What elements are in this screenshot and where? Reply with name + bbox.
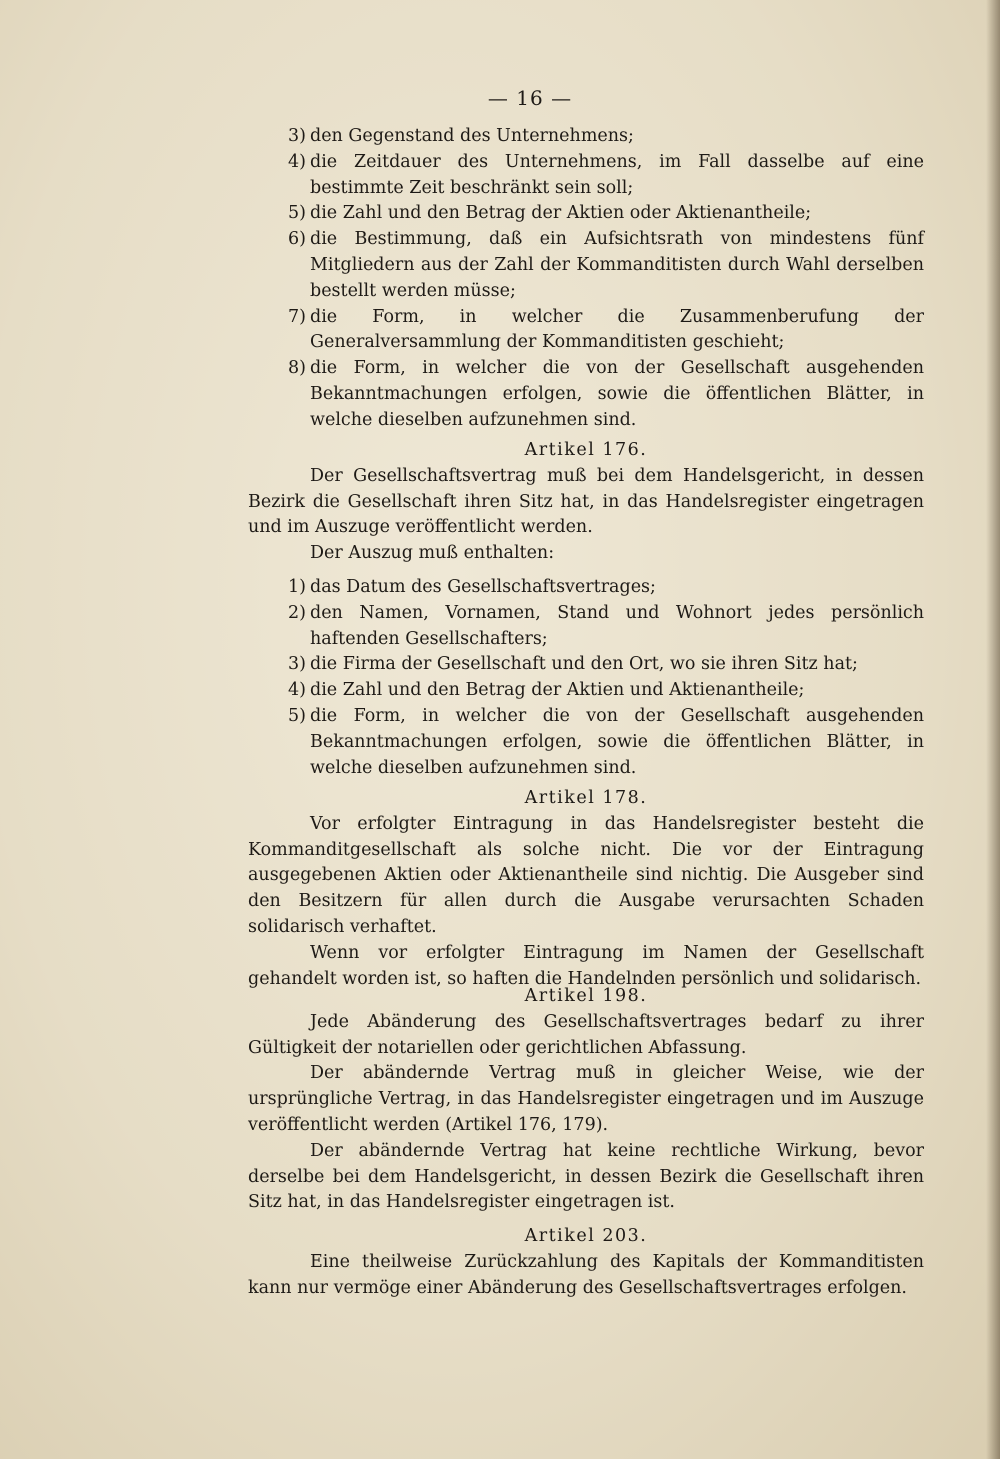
paragraph: Eine theilweise Zurückzahlung des Kapitals der Kommanditisten kann nur vermöge einer Abänderung des Gesellschaftsvertrages erfolgen. (248, 1251, 924, 1298)
list-item: 4) die Zahl und den Betrag der Aktien und Aktienantheile; (288, 680, 805, 701)
list-item: 6) die Bestimmung, daß ein Aufsichtsrath von mindestens fünf Mitgliedern aus der Zahl der Kommanditisten durch Wahl derselben bestellt werden müsse; (288, 229, 924, 301)
list-item: 3) die Firma der Gesellschaft und den Ort, wo sie ihren Sitz hat; (288, 654, 858, 675)
paragraph: Vor erfolgter Eintragung in das Handelsregister besteht die Kommanditgesellschaft als solche nicht. Die vor der Eintragung ausgegebenen Aktien oder Aktienantheile sind nichtig. Die Ausgeber sind den Besitzern für allen durch die Ausgabe verursachten Schaden solidarisch verhaftet. (248, 813, 924, 937)
list-b (248, 575, 924, 781)
list-item: 5) die Form, in welcher die von der Gesellschaft ausgehenden Bekanntmachungen erfolgen, sowie die öffentlichen Blätter, in welche dieselben aufzunehmen sind. (288, 705, 924, 778)
list-item: 4) die Zeitdauer des Unternehmens, im Fall dasselbe auf eine bestimmte Zeit beschränkt sein soll; (288, 151, 924, 198)
list-a (248, 124, 924, 434)
paragraph: Der Gesellschaftsvertrag muß bei dem Handelsgericht, in dessen Bezirk die Gesellschaft ihren Sitz hat, in das Handelsregister eingetragen und im Auszuge veröffentlicht werden. (248, 465, 924, 538)
section-176 (248, 438, 924, 567)
paragraph: Der abändernde Vertrag muß in gleicher Weise, wie der ursprüngliche Vertrag, in das Handelsregister eingetragen und im Auszuge veröffentlicht werden (Artikel 176, 179). (248, 1063, 924, 1135)
list-item: 3) den Gegenstand des Unternehmens; (288, 126, 634, 146)
paragraph: Wenn vor erfolgter Eintragung im Namen der Gesellschaft gehandelt worden ist, so haften die Handelnden persönlich und solidarisch. (248, 942, 924, 989)
list-item: 8) die Form, in welcher die von der Gesellschaft ausgehenden Bekanntmachungen erfolgen, sowie die öffentlichen Blätter, in welche dieselben aufzunehmen sind. (288, 358, 924, 430)
article-heading: Artikel 178. (524, 788, 648, 808)
page-number: — 16 — (487, 86, 573, 110)
paragraph: Der abändernde Vertrag hat keine rechtliche Wirkung, bevor derselbe bei dem Handelsgericht, in dessen Bezirk die Gesellschaft ihren Sitz hat, in das Handelsregister eingetragen ist. (248, 1140, 924, 1213)
section-203 (248, 1224, 924, 1301)
page-edge-shadow (986, 0, 1000, 1459)
paragraph: Jede Abänderung des Gesellschaftsvertrages bedarf zu ihrer Gültigkeit der notariellen oder gerichtlichen Abfassung. (248, 1011, 924, 1058)
list-item: 5) die Zahl und den Betrag der Aktien oder Aktienantheile; (288, 203, 812, 224)
paragraph: Der Auszug muß enthalten: (310, 543, 555, 564)
article-heading: Artikel 176. (524, 440, 648, 460)
article-heading: Artikel 198. (524, 986, 648, 1006)
list-item: 1) das Datum des Gesellschaftsvertrages; (288, 577, 656, 597)
list-item: 7) die Form, in welcher die Zusammenberufung der Generalversammlung der Kommanditisten geschieht; (288, 306, 924, 353)
section-178 (248, 786, 924, 992)
section-198 (248, 984, 924, 1216)
list-item: 2) den Namen, Vornamen, Stand und Wohnort jedes persönlich haftenden Gesellschafters; (288, 602, 924, 649)
article-heading: Artikel 203. (524, 1226, 648, 1246)
